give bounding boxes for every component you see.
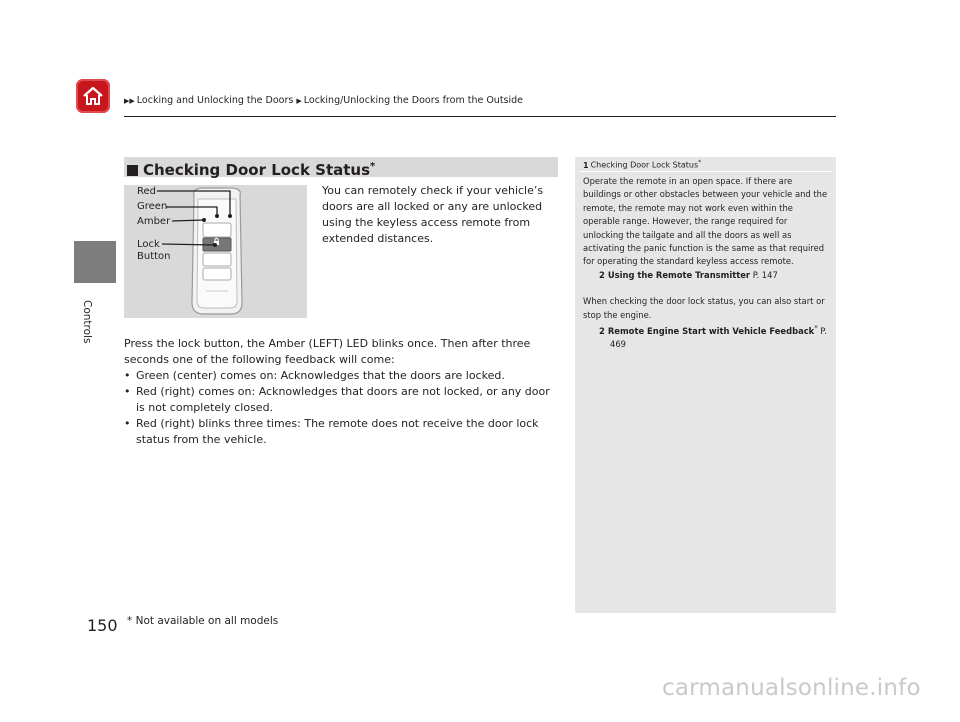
list-item: • Green (center) comes on: Acknowledges that the doors are locked.	[124, 368, 558, 384]
page-number: 150	[87, 616, 118, 635]
xref-mark: *	[814, 324, 818, 333]
breadcrumb	[124, 95, 523, 106]
xref-title: Using the Remote Transmitter	[607, 269, 751, 280]
cross-reference-icon: 2	[599, 269, 605, 280]
xref-page: P. 147	[750, 269, 778, 280]
note-number: 1	[583, 160, 589, 170]
breadcrumb-arrow-icon: ▶	[296, 97, 302, 105]
breadcrumb-item-1[interactable]: Locking and Unlocking the Doors	[136, 95, 294, 106]
cross-reference-remote-transmitter[interactable]	[583, 269, 828, 282]
note-title-text: Checking Door Lock Status	[590, 160, 699, 170]
body-paragraph: Press the lock button, the Amber (LEFT) LED blinks once. Then after three seconds one of the following feedback will come:	[124, 337, 531, 366]
section-title-mark: *	[370, 161, 376, 172]
breadcrumb-arrow-icon: ▶▶	[124, 97, 135, 105]
amber-led-label: Amber	[137, 216, 171, 227]
lock-button-label-line2: Button	[137, 251, 171, 262]
section-title: Checking Door Lock Status	[143, 161, 371, 179]
red-led-label: Red	[137, 186, 156, 197]
square-bullet-icon	[127, 165, 138, 176]
note-title-mark: *	[698, 159, 702, 166]
note-title	[583, 159, 701, 170]
note-paragraph-2: When checking the door lock status, you can also start or stop the engine.	[583, 296, 825, 320]
breadcrumb-item-2[interactable]: Locking/Unlocking the Doors from the Outside	[303, 95, 524, 106]
remote-figure	[124, 185, 307, 318]
lock-button-label-line1: Lock	[137, 239, 160, 250]
cross-reference-icon: 2	[599, 325, 605, 336]
side-tab	[74, 241, 116, 283]
intro-paragraph: You can remotely check if your vehicle’s doors are all locked or any are unlocked using the keyless access remote from extended distances.	[322, 184, 544, 245]
body-text	[124, 336, 558, 448]
xref-page: P. 469	[610, 325, 827, 350]
list-item: • Red (right) comes on: Acknowledges that doors are not locked, or any door is not completely closed.	[124, 384, 558, 416]
green-led-label: Green	[137, 201, 168, 212]
header-rule	[124, 116, 836, 117]
watermark: carmanualsonline.info	[662, 675, 921, 701]
xref-title: Remote Engine Start with Vehicle Feedback	[607, 325, 815, 336]
list-item: • Red (right) blinks three times: The remote does not receive the door lock status from the vehicle.	[124, 416, 558, 448]
section-heading	[124, 157, 558, 177]
side-tab-label: Controls	[81, 300, 93, 344]
note-paragraph-1: Operate the remote in an open space. If there are buildings or other obstacles between your vehicle and the remote, the remote may not work even within the operable range. However, the range required for unlocking the tailgate and all the doors as well as activating the panic function is the same as that required for operating the standard keyless access remote.	[583, 176, 828, 267]
home-icon[interactable]	[76, 79, 110, 113]
side-note	[575, 157, 836, 613]
footnote: * Not available on all models	[127, 615, 279, 627]
note-divider	[579, 171, 832, 172]
cross-reference-remote-engine-start[interactable]	[583, 322, 828, 352]
note-body	[583, 175, 828, 352]
